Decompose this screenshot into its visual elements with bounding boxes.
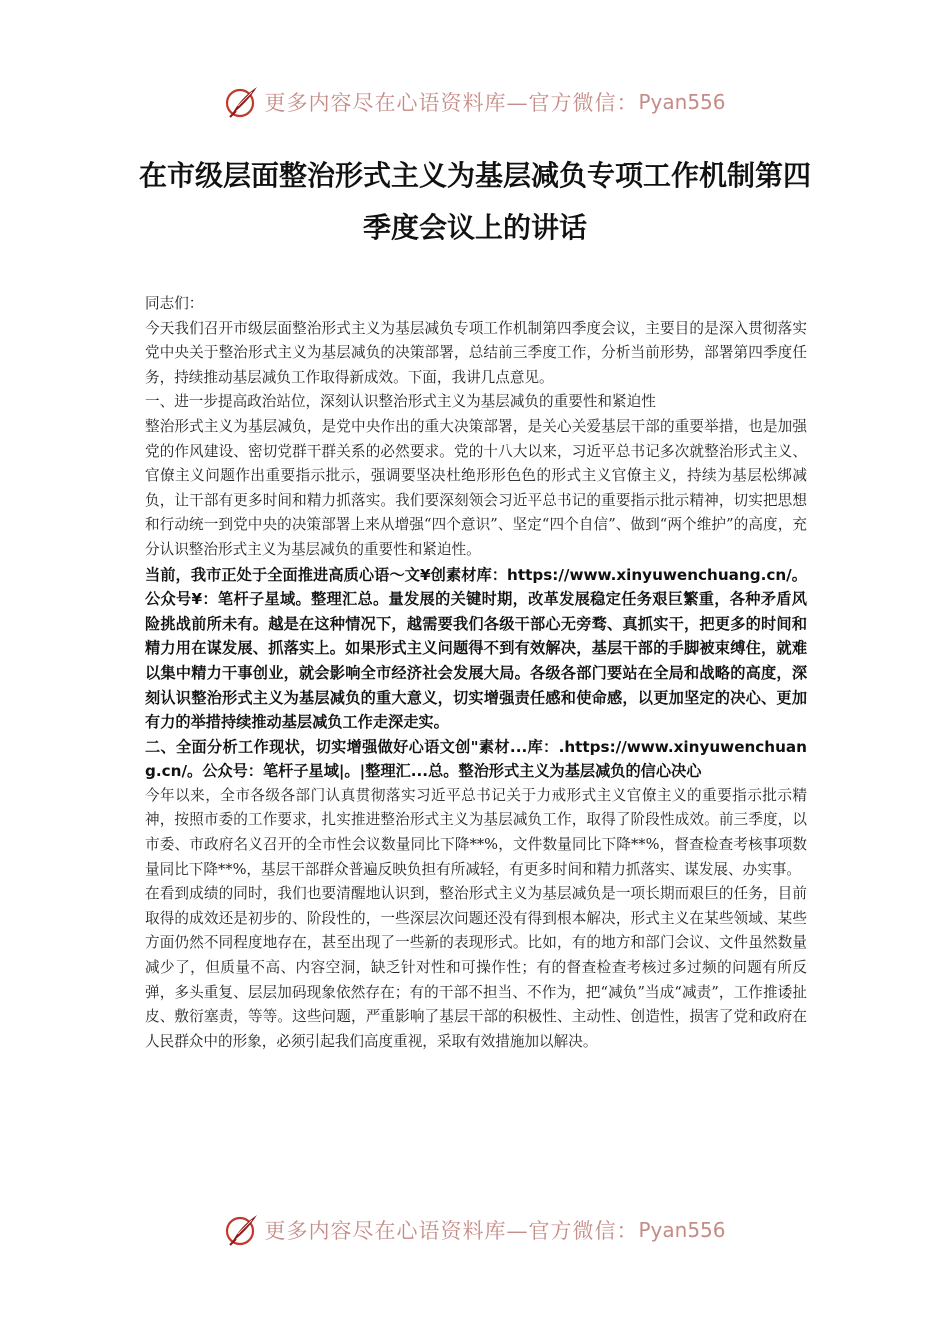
watermark-banner-top [0,80,950,124]
feather-pen-logo-icon [224,84,260,120]
paragraph-intro: 今天我们召开市级层面整治形式主义为基层减负专项工作机制第四季度会议，主要目的是深入贯彻落实党中央关于整治形式主义为基层减负的决策部署，总结前三季度工作，分析当前形势，部署第四季度任务，持续推动基层减负工作取得新成效。下面，我讲几点意见。 [145,319,807,386]
watermark-text: 更多内容尽在心语资料库—官方微信： [264,91,639,115]
section-heading-one: 一、进一步提高政治站位，深刻认识整治形式主义为基层减负的重要性和紧迫性 [145,393,656,411]
paragraph-section-two-progress: 今年以来，全市各级各部门认真贯彻落实习近平总书记关于力戒形式主义官僚主义的重要指示批示精神，按照市委的工作要求，扎实推进整治形式主义为基层减负工作，取得了阶段性成效。前三季度，以市委、市政府名义召开的全市性会议数量同比下降**%，文件数量同比下降**%，督查检查考核事项数量同比下降**%，基层干部群众普遍反映负担有所减轻，有更多时间和精力抓落实、谋发展、办实事。 [145,786,807,878]
watermark-wechat-id: Pyan556 [638,90,726,114]
watermark-wechat-id: Pyan556 [638,1218,726,1242]
document-body [145,292,807,1054]
paragraph-section-one-body: 整治形式主义为基层减负，是党中央作出的重大决策部署，是关心关爱基层干部的重要举措，也是加强党的作风建设、密切党群干群关系的必然要求。党的十八大以来，习近平总书记多次就整治形式主义、官僚主义问题作出重要指示批示，强调要坚决杜绝形形色色的形式主义官僚主义，持续为基层松绑减负，让干部有更多时间和精力抓落实。我们要深刻领会习近平总书记的重要指示批示精神，切实把思想和行动统一到党中央的决策部署上来从增强“四个意识”、坚定“四个自信”、做到“两个维护”的高度，充分认识整治形式主义为基层减负的重要性和紧迫性。 [145,417,807,558]
feather-pen-logo-icon [224,1212,260,1248]
watermark-banner-bottom [0,1208,950,1252]
paragraph-salutation: 同志们： [145,295,204,312]
paragraph-section-two-problems: 在看到成绩的同时，我们也要清醒地认识到，整治形式主义为基层减负是一项长期而艰巨的任务，目前取得的成效还是初步的、阶段性的，一些深层次问题还没有得到根本解决，形式主义在某些领域、某些方面仍然不同程度地存在，甚至出现了一些新的表现形式。比如，有的地方和部门会议、文件虽然数量减少了，但质量不高、内容空洞，缺乏针对性和可操作性；有的督查检查考核过多过频的问题有所反弹，多头重复、层层加码现象依然存在；有的干部不担当、不作为，把“减负”当成“减责”，工作推诿扯皮、敷衍塞责，等等。这些问题，严重影响了基层干部的积极性、主动性、创造性，损害了党和政府在人民群众中的形象，必须引起我们高度重视，采取有效措施加以解决。 [145,885,807,1050]
section-heading-two: 二、全面分析工作现状，切实增强做好心语文创"素材...库：.https://www.xinyuwenchuang.cn/。公众号：笔杆子星域|。|整理汇...总。整治形式主义为基层减负的信心决心 [145,737,807,781]
document-title: 在市级层面整治形式主义为基层减负专项工作机制第四季度会议上的讲话 [138,159,811,244]
paragraph-section-one-current: 当前，我市正处于全面推进高质心语～文¥创素材库：https://www.xinyuwenchuang.cn/。公众号¥：笔杆子星域。整理汇总。量发展的关键时期，改革发展稳定任务艰巨繁重，各种矛盾风险挑战前所未有。越是在这种情况下，越需要我们各级干部心无旁骛、真抓实干，把更多的时间和精力用在谋发展、抓落实上。如果形式主义问题得不到有效解决，基层干部的手脚被束缚住，就难以集中精力干事创业，就会影响全市经济社会发展大局。各级各部门要站在全局和战略的高度，深刻认识整治形式主义为基层减负的重大意义，切实增强责任感和使命感，以更加坚定的决心、更加有力的举措持续推动基层减负工作走深走实。 [145,565,807,732]
watermark-text: 更多内容尽在心语资料库—官方微信： [264,1219,639,1243]
